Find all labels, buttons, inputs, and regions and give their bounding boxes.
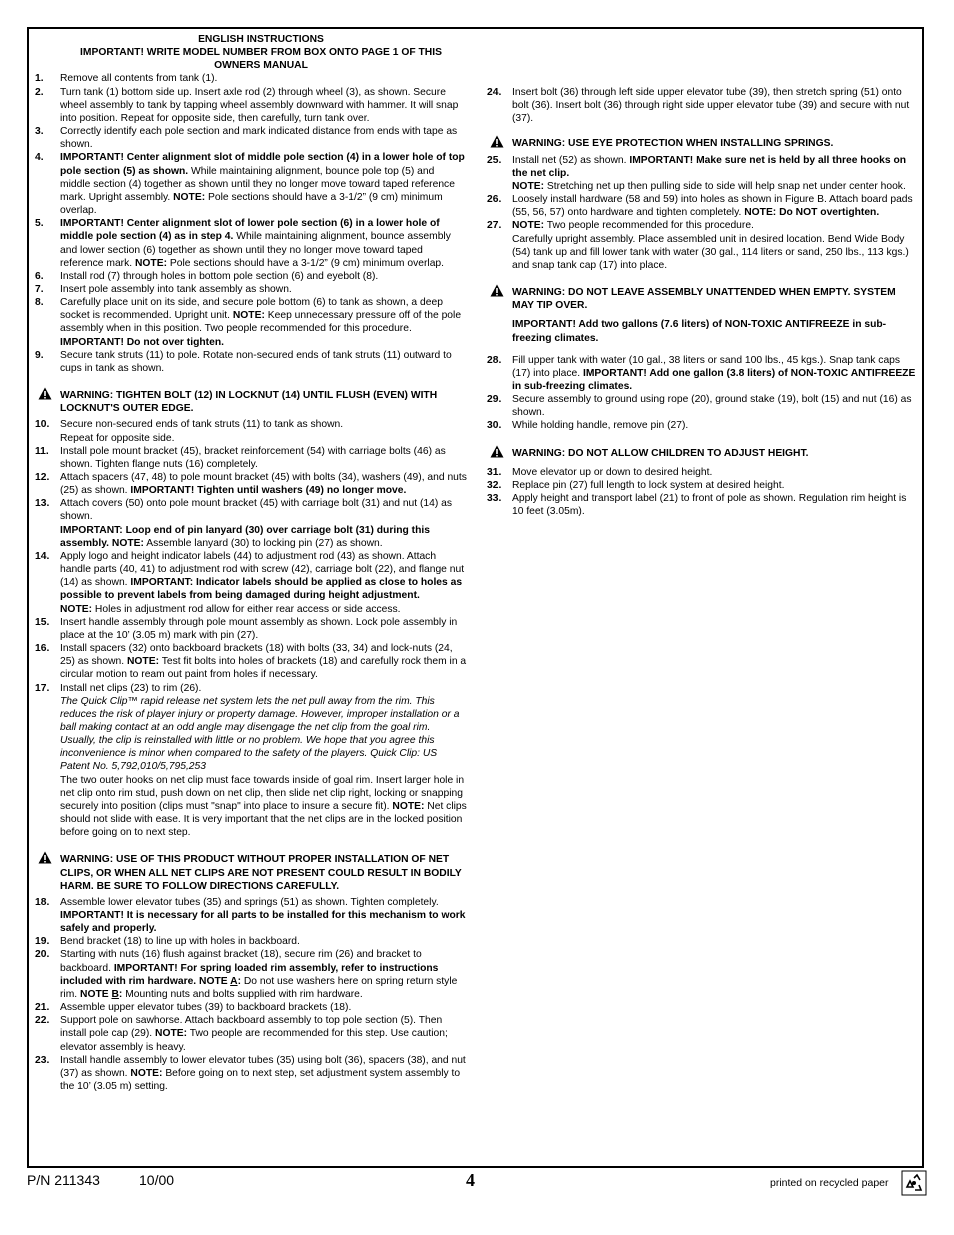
- warning-unattended: WARNING: DO NOT LEAVE ASSEMBLY UNATTENDED WHEN EMPTY. SYSTEM MAY TIP OVER.: [487, 286, 917, 312]
- step-18: 18. Assemble lower elevator tubes (35) and springs (51) as shown. Tighten completely. IMPORTANT! It is necessary for all parts to be installed for this mechanism to work safely and properly.: [35, 896, 466, 935]
- warning-tighten-bolt: WARNING: TIGHTEN BOLT (12) IN LOCKNUT (14) UNTIL FLUSH (EVEN) WITH LOCKNUT'S OUTER EDGE.: [35, 389, 467, 415]
- part-number: P/N 211343: [27, 1172, 100, 1188]
- step-31: 31. Move elevator up or down to desired height.: [487, 466, 713, 478]
- warning-icon: [38, 387, 52, 400]
- step-17: 17. Install net clips (23) to rim (26). The Quick Clip™ rapid release net system lets the net pull away from the rim. This reduces the risk of player injury or property damage. However, improper installation or a ball making contact at an odd angle may disengage the net clip from the goal rim. Usually, the clip is reinstalled with little or no problem. We hope that you agree this inconvenience is minor when compared to the safety of the players. Quick Clip: US Patent No. 5,792,010/5,795,253 The two outer hooks on net clip must face towards inside of goal rim. Insert larger hole in net clip onto rim stud, push down on net clip, then slide net clip right, locking or snapping securely into position (clips must "snap" into place to insure a secure fit). NOTE: Net clips should not slide with ease. It is very important that the net clips are in the locked position before going on to next step.: [35, 682, 467, 839]
- step-8: 8. Carefully place unit on its side, and secure pole bottom (6) to tank as shown, a deep socket is recommended. Upright unit. NOTE: Keep unnecessary pressure off of the pole assembly when in this position. Two people recommended for this procedure. IMPORTANT! Do not over tighten.: [35, 297, 462, 348]
- step-33: 33. Apply height and transport label (21) to front of pole as shown. Regulation rim height is 10 feet (3.05m).: [487, 493, 907, 518]
- step-13: 13. Attach covers (50) onto pole mount bracket (45) with carriage bolt (31) and nut (14) as shown. IMPORTANT: Loop end of pin lanyard (30) over carriage bolt (31) during this assembly. NOTE: Assemble lanyard (30) to locking pin (27) as shown.: [35, 498, 453, 549]
- step-9: 9. Secure tank struts (11) to pole. Rotate non-secured ends of tank struts (11) outward to cups in tank as shown.: [35, 349, 452, 374]
- step-32: 32. Replace pin (27) full length to lock system at desired height.: [487, 479, 785, 491]
- step-19: 19. Bend bracket (18) to line up with holes in backboard.: [35, 936, 300, 948]
- warning-icon: [490, 284, 504, 297]
- step-29: 29. Secure assembly to ground using rope (20), ground stake (19), bolt (15) and nut (16) as shown.: [487, 394, 912, 419]
- step-6: 6. Install rod (7) through holes in bottom pole section (6) and eyebolt (8).: [35, 270, 379, 282]
- print-date: 10/00: [139, 1172, 175, 1188]
- step-25: 25. Install net (52) as shown. IMPORTANT! Make sure net is held by all three hooks on the net clip. NOTE: Stretching net up then pulling side to side will help snap net under center hook.: [487, 154, 907, 192]
- recycle-icon: [901, 1170, 927, 1196]
- recycled-paper-note: printed on recycled paper: [770, 1177, 889, 1189]
- right-column: [487, 86, 917, 518]
- antifreeze-note: IMPORTANT! Add two gallons (7.6 liters) of NON-TOXIC ANTIFREEZE in sub-freezing climates.: [512, 319, 887, 344]
- step-4: 4. IMPORTANT! Center alignment slot of middle pole section (4) in a lower hole of top pole section (5) as shown. While maintaining alignment, bounce pole top (5) and middle section (4) together as shown until they no longer move toward taped reference mark. Upright assembly. NOTE: Pole sections should have a 3-1/2” (9 cm) minimum overlap.: [35, 152, 465, 217]
- step-22: 22. Support pole on sawhorse. Attach backboard assembly to top pole section (5). Then install pole cap (29). NOTE: Two people are recommended for this step. Use caution; elevator assembly is heavy.: [35, 1015, 448, 1053]
- step-24: 24. Insert bolt (36) through left side upper elevator tube (39), then stretch spring (51) onto bolt (36). Insert bolt (36) through right side upper elevator tube (39) and secure with nut (37).: [487, 87, 910, 125]
- step-23: 23. Install handle assembly to lower elevator tubes (35) using bolt (36), spacers (38), and nut (37) as shown. NOTE: Before going on to next step, set adjustment system assembly to the 10’ (3.05 m) setting.: [35, 1054, 466, 1093]
- step-11: 11. Install pole mount bracket (45), bracket reinforcement (54) with carriage bolts (46) as shown. Tighten flange nuts (16) completely.: [35, 445, 446, 470]
- warning-icon: [490, 135, 504, 148]
- warning-icon: [490, 445, 504, 458]
- instructions-header: ENGLISH INSTRUCTIONS IMPORTANT! WRITE MODEL NUMBER FROM BOX ONTO PAGE 1 OF THIS OWNERS MANUAL: [80, 34, 442, 72]
- step-2: 2. Turn tank (1) bottom side up. Insert axle rod (2) through wheel (3), as shown. Secure wheel assembly to tank by tapping wheel assembly downward with hammer. It will snap into position. Repeat for opposite side, then carefully, turn tank over.: [35, 86, 459, 124]
- warning-icon: [38, 851, 52, 864]
- step-28: 28. Fill upper tank with water (10 gal., 38 liters or sand 100 lbs., 45 kgs.). Snap tank caps (17) into place. IMPORTANT! Add one gallon (3.8 liters) of NON-TOXIC ANTIFREEZE in sub-freezing climates.: [487, 354, 916, 392]
- step-3: 3. Correctly identify each pole section and mark indicated distance from ends with tape as shown.: [35, 126, 458, 151]
- step-21: 21. Assemble upper elevator tubes (39) to backboard brackets (18).: [35, 1002, 352, 1014]
- warning-children: WARNING: DO NOT ALLOW CHILDREN TO ADJUST HEIGHT.: [487, 447, 917, 460]
- step-16: 16. Install spacers (32) onto backboard brackets (18) with bolts (33, 34) and lock-nuts (24, 25) as shown. NOTE: Test fit bolts into holes of brackets (18) and carefully rock them in a circular motion to ream out paint from holes if necessary.: [35, 643, 467, 681]
- step-26: 26. Loosely install hardware (58 and 59) into holes as shown in Figure B. Attach board pads (55, 56, 57) onto hardware and tighten completely. NOTE: Do NOT overtighten.: [487, 194, 913, 219]
- step-7: 7. Insert pole assembly into tank assembly as shown.: [35, 283, 292, 295]
- warning-eye-protection: WARNING: USE EYE PROTECTION WHEN INSTALLING SPRINGS.: [487, 137, 917, 150]
- step-14: 14. Apply logo and height indicator labels (44) to adjustment rod (43) as shown. Attach handle parts (40, 41) to adjustment rod with screw (42), carriage bolt (22), and flange nut (14) as shown. IMPORTANT: Indicator labels should be applied as close to holes as possible to prevent labels from being damaged during height adjustment. NOTE: Holes in adjustment rod allow for either rear access or side access.: [35, 550, 465, 615]
- step-15: 15. Insert handle assembly through pole mount assembly as shown. Lock pole assembly in place at the 10’ (3.05 m) mark with pin (27).: [35, 616, 458, 641]
- warning-net-clips: WARNING: USE OF THIS PRODUCT WITHOUT PROPER INSTALLATION OF NET CLIPS, OR WHEN ALL NET CLIPS ARE NOT PRESENT COULD RESULT IN BODILY HARM. BE SURE TO FOLLOW DIRECTIONS CAREFULLY.: [35, 853, 467, 892]
- step-10: 10. Secure non-secured ends of tank struts (11) to tank as shown. Repeat for opposite side.: [35, 419, 344, 444]
- left-column: [35, 33, 467, 1093]
- step-5: 5. IMPORTANT! Center alignment slot of lower pole section (6) in a lower hole of middle pole section (4) as in step 4. While maintaining alignment, bounce assembly and lower section (6) together as shown until they no longer move toward taped reference mark. NOTE: Pole sections should have a 3-1/2” (9 cm) minimum overlap.: [35, 218, 451, 269]
- page-number: 4: [466, 1170, 475, 1190]
- step-20: 20. Starting with nuts (16) flush against bracket (18), secure rim (26) and bracket to backboard. IMPORTANT! For spring loaded rim assembly, refer to instructions included with rim hardware. NOTE A: Do not use washers here on spring return style rim. NOTE B: Mounting nuts and bolts supplied with rim hardware.: [35, 949, 458, 1000]
- step-27: 27. NOTE: Two people recommended for this procedure. Carefully upright assembly. Place assembled unit in desired location. Bend Wide Body (54) tank up and fill lower tank with water (30 gal., 114 liters or sand, 250 lbs., 113 kgs.) and snap tank cap (17) into place.: [487, 220, 909, 271]
- step-1: 1. Remove all contents from tank (1).: [35, 73, 218, 85]
- step-30: 30. While holding handle, remove pin (27).: [487, 420, 689, 432]
- step-12: 12. Attach spacers (47, 48) to pole mount bracket (45) with bolts (34), washers (49), and nuts (25) as shown. IMPORTANT! Tighten until washers (49) no longer move.: [35, 472, 467, 497]
